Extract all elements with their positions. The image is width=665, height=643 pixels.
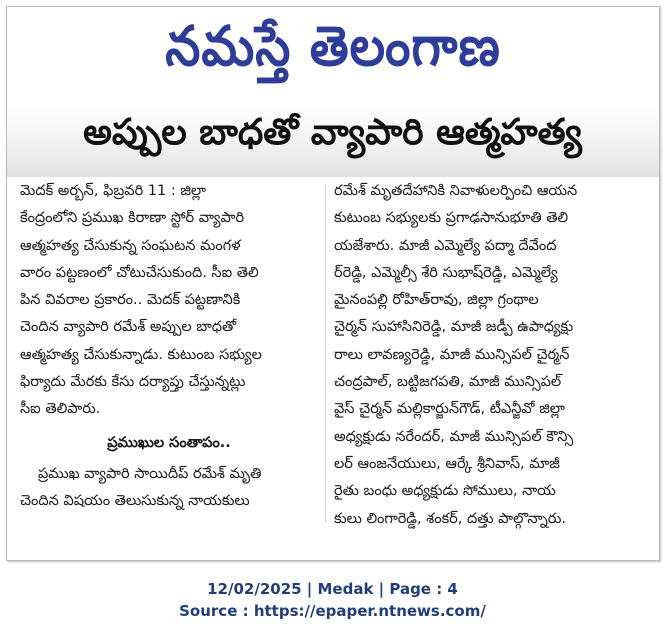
article-line: సీఐ తెలిపారు. xyxy=(20,401,101,418)
article-line: ఆత్మహత్య చేసుకున్న సంఘటన మంగళ xyxy=(20,237,241,254)
article-line: మైనంపల్లి రోహిత్‌రావు, జిల్లా గ్రంథాల xyxy=(334,292,539,309)
article-line: వైస్ చైర్మన్ మల్లికార్జున్‌గౌడ్, టీఎన్జీవో జిల్లా xyxy=(334,401,565,418)
article-line: కులు లింగారెడ్డి, శంకర్, దత్తు పాల్గొన్నారు. xyxy=(334,510,567,527)
publication-date-line: 12/02/2025 | Medak | Page : 4 xyxy=(207,580,458,598)
article-line: కేంద్రంలోని ప్రముఖ కిరాణా స్టోర్ వ్యాపారి xyxy=(20,210,245,227)
article-right-column xyxy=(334,178,640,533)
article-line: చెందిన విషయం తెలుసుకున్న నాయకులు xyxy=(20,492,250,509)
article-line: పిన వివరాల ప్రకారం.. మెదక్ పట్టణానికి xyxy=(20,292,241,309)
article-line: లర్ ఆంజనేయులు, ఆర్కే శ్రీనివాస్, మాజీ xyxy=(334,455,560,472)
source-line: Source : https://epaper.ntnews.com/ xyxy=(179,602,486,620)
article-line: యజేశారు. మాజీ ఎమ్మెల్యే పద్మా దేవేంద xyxy=(334,237,557,254)
article-left-column xyxy=(20,178,318,515)
article-line: రమేశ్ మృతదేహానికి నివాళులర్పించి ఆయన xyxy=(334,183,578,199)
article-line: ఫిర్యాదు మేరకు కేసు దర్యాప్తు చేస్తున్నట్లు xyxy=(20,374,246,391)
column-divider xyxy=(325,184,326,522)
article-line: చెందిన వ్యాపారి రమేశ్ అప్పుల బాధతో xyxy=(20,319,237,336)
article-headline: అప్పుల బాధతో వ్యాపారి ఆత్మహత్య xyxy=(83,112,582,153)
article-line: రైతు బంధు అధ్యక్షుడు సోములు, నాయ xyxy=(334,483,556,500)
article-subheading: ప్రముఖుల సంతాపం.. xyxy=(107,434,231,451)
article-line: కుటుంబ సభ్యులకు ప్రగాఢసానుభూతి తెలి xyxy=(334,210,569,227)
article-line: ర్‌రెడ్డి, ఎమ్మెల్సీ శేరి సుభాష్‌రెడ్డి, ఎమ్మెల్యే xyxy=(334,264,558,281)
article-line: ప్రముఖ వ్యాపారి సాయిదీప్ రమేశ్ మృతి xyxy=(38,465,262,482)
article-line: వారం పట్టణంలో చోటుచేసుకుంది. సీఐ తెలి xyxy=(20,264,259,281)
article-line: చంద్రపాల్, బట్టిజగపతి, మాజీ మున్సిపల్ xyxy=(334,374,562,391)
masthead-logo: నమస్తే తెలంగాణ xyxy=(165,13,501,78)
masthead xyxy=(7,9,659,97)
article-line: రాలు లావణ్యరెడ్డి, మాజీ మున్సిపల్ చైర్మన్ xyxy=(334,346,570,363)
article-line: చైర్మన్ సుహాసినిరెడ్డి, మాజీ జడ్పీ ఉపాధ్యక్షు xyxy=(334,319,574,336)
article-line: అధ్యక్షుడు నరేందర్, మాజీ మున్సిపల్ కౌన్సి xyxy=(334,428,574,445)
article-line: మెదక్ అర్బన్, ఫిబ్రవరి 11 : జిల్లా xyxy=(20,183,207,199)
article-line: ఆత్మహత్య చేసుకున్నాడు. కుటుంబ సభ్యుల xyxy=(20,346,262,363)
